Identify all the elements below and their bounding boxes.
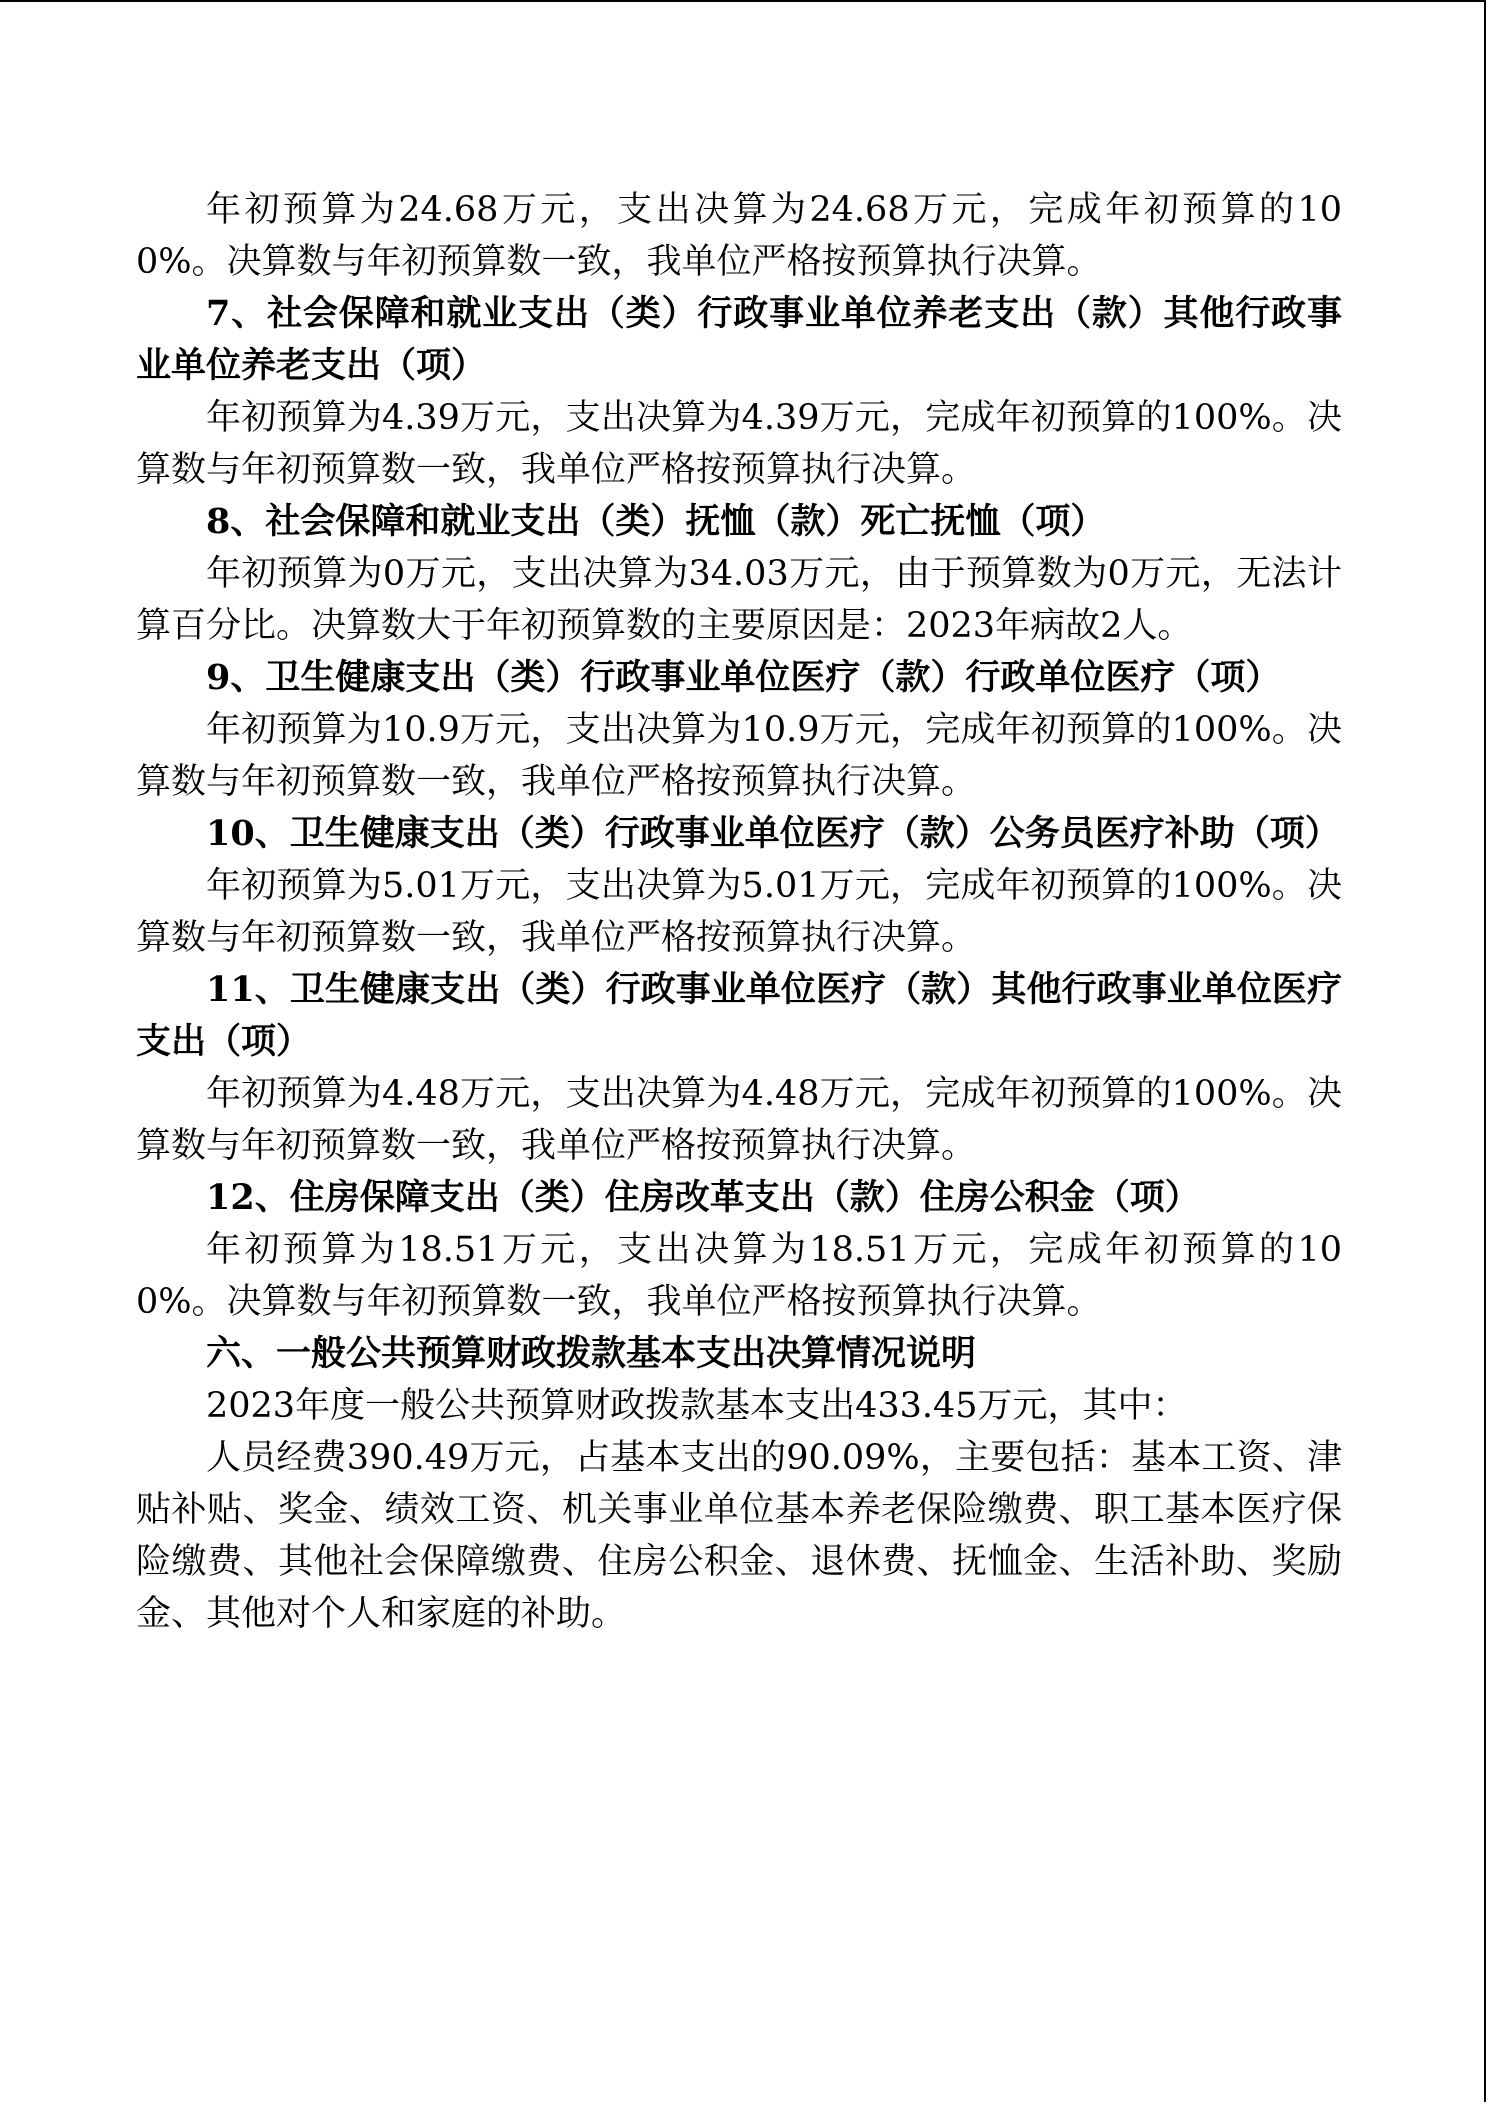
heading-item-9: 9、卫生健康支出（类）行政事业单位医疗（款）行政单位医疗（项） — [206, 657, 1281, 698]
heading-item-11: 11、卫生健康支出（类）行政事业单位医疗（款）其他行政事业单位医疗支出（项） — [136, 969, 1342, 1062]
document-body — [136, 184, 1342, 1640]
heading-item-8: 8、社会保障和就业支出（类）抚恤（款）死亡抚恤（项） — [206, 501, 1106, 542]
section-heading-6: 六、一般公共预算财政拨款基本支出决算情况说明 — [206, 1333, 977, 1374]
paragraph-item-11: 年初预算为4.48万元，支出决算为4.48万元，完成年初预算的100%。决算数与年初预算数一致，我单位严格按预算执行决算。 — [136, 1074, 1342, 1166]
paragraph-basic-expenditure: 2023年度一般公共预算财政拨款基本支出433.45万元，其中： — [206, 1386, 1188, 1426]
paragraph-item-8: 年初预算为0万元，支出决算为34.03万元，由于预算数为0万元，无法计算百分比。决算数大于年初预算数的主要原因是：2023年病故2人。 — [136, 554, 1342, 646]
heading-item-7: 7、社会保障和就业支出（类）行政事业单位养老支出（款）其他行政事业单位养老支出（项） — [136, 293, 1342, 386]
paragraph-1: 年初预算为24.68万元，支出决算为24.68万元，完成年初预算的100%。决算数与年初预算数一致，我单位严格按预算执行决算。 — [136, 190, 1342, 282]
paragraph-item-7: 年初预算为4.39万元，支出决算为4.39万元，完成年初预算的100%。决算数与年初预算数一致，我单位严格按预算执行决算。 — [136, 398, 1342, 490]
paragraph-item-10: 年初预算为5.01万元，支出决算为5.01万元，完成年初预算的100%。决算数与年初预算数一致，我单位严格按预算执行决算。 — [136, 866, 1342, 958]
heading-item-10: 10、卫生健康支出（类）行政事业单位医疗（款）公务员医疗补助（项） — [206, 813, 1340, 854]
paragraph-item-9: 年初预算为10.9万元，支出决算为10.9万元，完成年初预算的100%。决算数与年初预算数一致，我单位严格按预算执行决算。 — [136, 710, 1342, 802]
paragraph-item-12: 年初预算为18.51万元，支出决算为18.51万元，完成年初预算的100%。决算数与年初预算数一致，我单位严格按预算执行决算。 — [136, 1230, 1342, 1322]
paragraph-personnel-expenses: 人员经费390.49万元，占基本支出的90.09%，主要包括：基本工资、津贴补贴、奖金、绩效工资、机关事业单位基本养老保险缴费、职工基本医疗保险缴费、其他社会保障缴费、住房公积金、退休费、抚恤金、生活补助、奖励金、其他对个人和家庭的补助。 — [136, 1438, 1342, 1634]
heading-item-12: 12、住房保障支出（类）住房改革支出（款）住房公积金（项） — [206, 1177, 1200, 1218]
